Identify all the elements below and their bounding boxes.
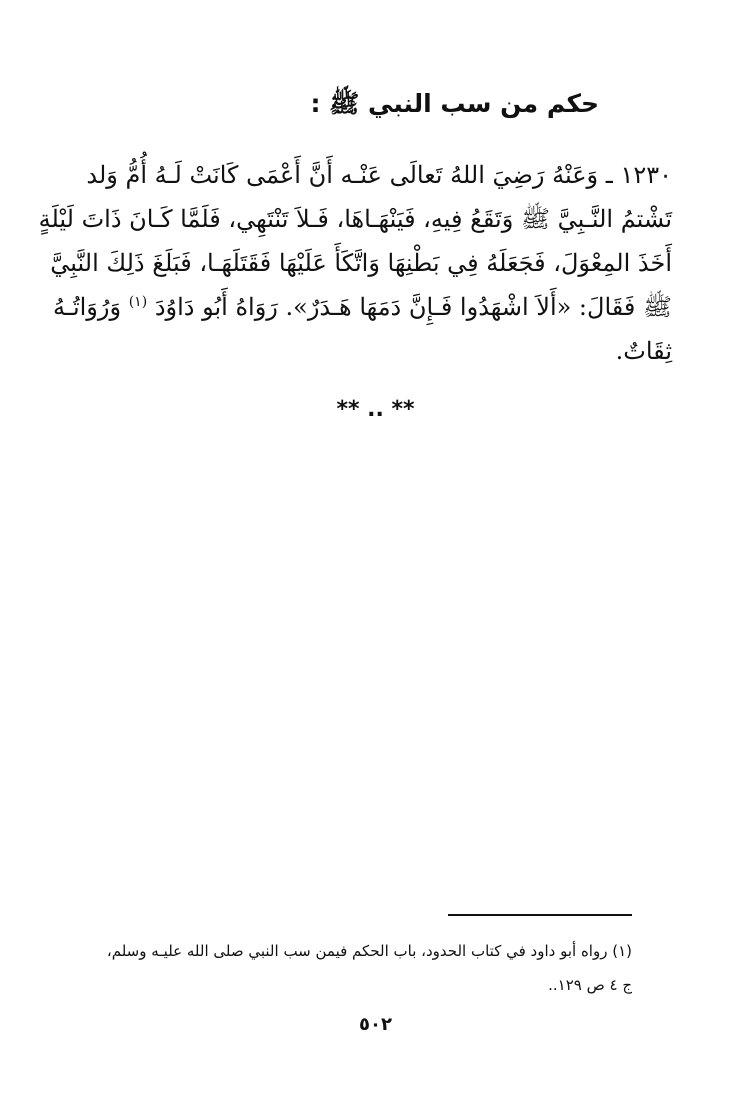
footnote-1-line-1: (١) رواه أبو داود في كتاب الحدود، باب الحكم فيمن سب النبي صلى الله عليـه وسلم، [106, 942, 632, 960]
hadith-line-4-tail: وَرُوَاتُـهُ [53, 293, 122, 321]
hadith-paragraph [38, 153, 672, 373]
footnotes [92, 934, 632, 1002]
hadith-line-5: ثِقَاتٌ. [615, 337, 672, 365]
footnote-1-line-2: ج ٤ ص ١٢٩.. [548, 976, 632, 994]
hadith-line-4 [53, 285, 672, 329]
hadith-text [38, 153, 672, 373]
footnote-reference-1[interactable]: (١) [128, 294, 148, 310]
hadith-line-3: أَخَذَ المِعْوَلَ، فَجَعَلَهُ فِي بَطْنِهَا وَاتَّكَأَ عَلَيْهَا فَقَتَلَهَـا، فَبَلَغَ ذَلِكَ النَّبِيَّ [50, 249, 672, 277]
section-separator: ** .. ** [336, 397, 415, 422]
hadith-line-1: ١٢٣٠ ـ وَعَنْهُ رَضِيَ اللهُ تَعالَى عَنْـه أَنَّ أَعْمَى كَانَتْ لَـهُ أُمُّ وَلد [86, 161, 672, 189]
section-heading: حكم من سب النبي ﷺ : [310, 89, 599, 118]
footnote-divider [448, 914, 632, 916]
hadith-line-2: تَشْتمُ النَّـبِيَّ ﷺ وَتَقَعُ فِيهِ، فَيَنْهَـاهَا، فَـلاَ تَنْتَهِي، فَلَمَّا كَـانَ ذَاتَ لَيْلَةٍ [38, 205, 672, 233]
page-number: ٥٠٢ [359, 1014, 392, 1035]
hadith-line-4-text: ﷺ فَقَالَ: «أَلاَ اشْهَدُوا فَـإِنَّ دَمَهَا هَـدَرٌ». رَوَاهُ أَبُو دَاوُدَ [154, 293, 672, 321]
